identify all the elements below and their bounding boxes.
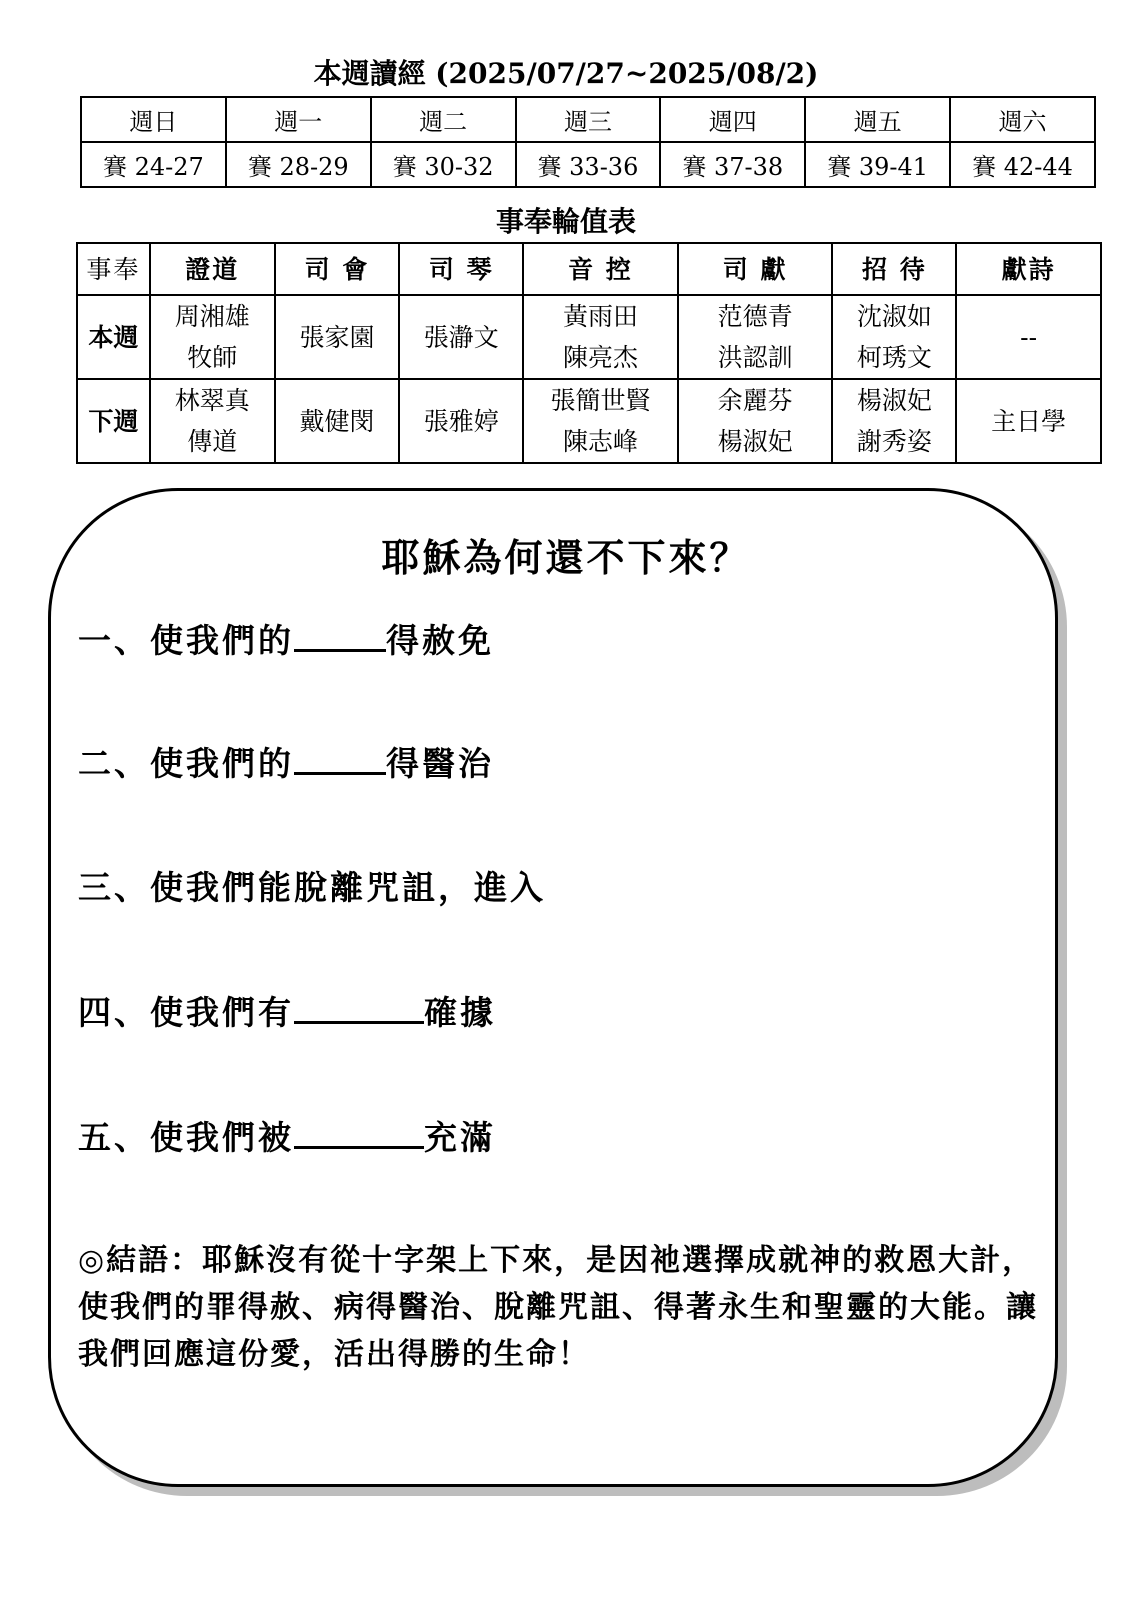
reading-table [80,96,1096,188]
name-line: 周湘雄 [174,302,250,331]
next-week-row [77,379,1101,463]
passage: 賽 37-38 [660,142,805,187]
fill-blank [294,744,386,775]
day-label: 週五 [805,97,950,142]
name-line: 張簡世賢 [550,386,651,415]
sermon-point [78,1112,496,1159]
reading-passages-row [81,142,1095,187]
sermon-point [78,738,494,785]
day-label: 週四 [660,97,805,142]
row-label: 本週 [77,295,150,379]
passage: 賽 30-32 [371,142,516,187]
reading-days-row [81,97,1095,142]
header-cell: 司 獻 [678,243,833,295]
preach-cell [150,295,275,379]
name-line: 謝秀姿 [856,427,932,456]
header-cell: 招 待 [832,243,956,295]
usher-cell [832,379,956,463]
choir-cell: 主日學 [956,379,1101,463]
reading-title: 本週讀經 (2025/07/27~2025/08/2) [313,57,819,90]
name-line: 楊淑妃 [856,386,932,415]
header-cell: 獻詩 [956,243,1101,295]
point-text: 得醫治 [386,744,494,783]
sermon-point [78,615,494,662]
piano-cell: 張雅婷 [399,379,523,463]
day-label: 週一 [226,97,371,142]
row-label: 下週 [77,379,150,463]
point-text: 得赦免 [386,621,494,660]
name-line: 柯琇文 [856,343,932,372]
choir-cell: -- [956,295,1101,379]
day-label: 週日 [81,97,226,142]
sermon-title: 耶穌為何還不下來？ [381,535,751,580]
passage: 賽 28-29 [226,142,371,187]
name-line: 楊淑妃 [717,427,793,456]
sermon-point [78,987,496,1034]
point-text: 三、使我們能脫離咒詛，進入 [78,868,546,907]
point-text: 充滿 [424,1118,496,1157]
point-text: 五、使我們被 [78,1118,294,1157]
name-line: 林翠真 [174,386,250,415]
host-cell: 戴健閔 [275,379,400,463]
point-text: 二、使我們的 [78,744,294,783]
duty-header-row [77,243,1101,295]
offering-cell [678,379,833,463]
this-week-row [77,295,1101,379]
passage: 賽 39-41 [805,142,950,187]
name-line: 陳亮杰 [562,343,638,372]
name-line: 黃雨田 [562,302,638,331]
name-line: 牧師 [187,343,238,372]
passage: 賽 42-44 [950,142,1095,187]
usher-cell [832,295,956,379]
sermon-conclusion: ◎結語：耶穌沒有從十字架上下來，是因祂選擇成就神的救恩大計，使我們的罪得赦、病得醫治、脫離咒詛、得著永生和聖靈的大能。讓我們回應這份愛，活出得勝的生命！ [78,1243,1038,1372]
header-cell: 音 控 [523,243,678,295]
day-label: 週二 [371,97,516,142]
duty-table [76,242,1102,464]
fill-blank [294,621,386,652]
point-text: 確據 [424,993,496,1032]
host-cell: 張家園 [275,295,400,379]
point-text: 一、使我們的 [78,621,294,660]
name-line: 范德青 [717,302,793,331]
passage: 賽 33-36 [516,142,661,187]
sound-cell [523,295,678,379]
header-cell: 證道 [150,243,275,295]
day-label: 週三 [516,97,661,142]
day-label: 週六 [950,97,1095,142]
offering-cell [678,295,833,379]
name-line: 洪認訓 [717,343,793,372]
piano-cell: 張瀞文 [399,295,523,379]
header-cell: 事奉 [77,243,150,295]
fill-blank [294,1118,424,1149]
passage: 賽 24-27 [81,142,226,187]
name-line: 余麗芬 [717,386,793,415]
header-cell: 司 琴 [399,243,523,295]
sound-cell [523,379,678,463]
fill-blank [294,993,424,1024]
name-line: 傳道 [187,427,238,456]
point-text: 四、使我們有 [78,993,294,1032]
name-line: 沈淑如 [856,302,932,331]
duty-title: 事奉輪值表 [495,205,636,238]
name-line: 陳志峰 [562,427,638,456]
header-cell: 司 會 [275,243,400,295]
preach-cell [150,379,275,463]
sermon-point [78,862,546,909]
